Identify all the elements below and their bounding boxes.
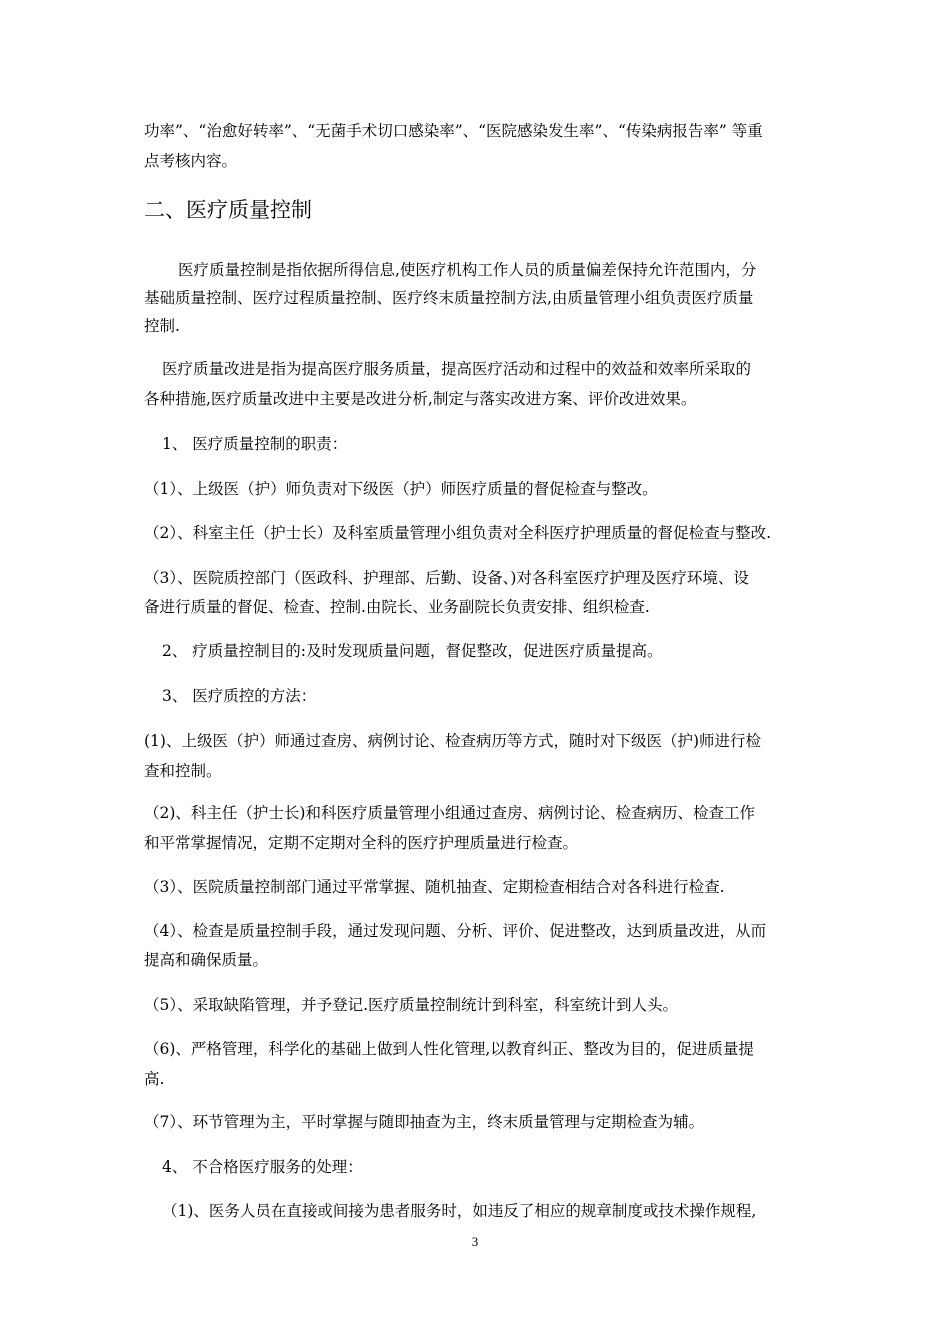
section-heading: 二、医疗质量控制 xyxy=(144,198,312,222)
list-item: (1)、上级医（护）师通过查房、病例讨论、检查病历等方式，随时对下级医（护)师进行检 xyxy=(144,732,762,750)
list-item: （1）、上级医（护）师负责对下级医（护）师医疗质量的督促检查与整改。 xyxy=(144,480,658,498)
list-item: （6)、严格管理，科学化的基础上做到人性化管理,以教育纠正、整改为目的，促进质量提 xyxy=(144,1040,754,1058)
text-line: 各种措施,医疗质量改进中主要是改进分析,制定与落实改进方案、评价改进效果。 xyxy=(144,390,697,408)
list-item: （3）、医院质量控制部门通过平常掌握、随机抽查、定期检查相结合对各科进行检查. xyxy=(144,878,725,896)
list-item: （7）、环节管理为主，平时掌握与随即抽查为主，终末质量管理与定期检查为辅。 xyxy=(144,1113,705,1131)
text-line: 点考核内容。 xyxy=(144,152,238,170)
list-item: 2、 疗质量控制目的:及时发现质量问题，督促整改，促进医疗质量提高。 xyxy=(162,642,663,660)
list-item: （1)、医务人员在直接或间接为患者服务时，如违反了相应的规章制度或技术操作规程, xyxy=(162,1202,757,1220)
text-line: 提高和确保质量。 xyxy=(144,951,269,969)
list-item: （2）、科室主任（护士长）及科室质量管理小组负责对全科医疗护理质量的督促检查与整改. xyxy=(144,524,772,542)
list-item: 1、 医疗质量控制的职责： xyxy=(162,435,348,453)
text-line: 查和控制。 xyxy=(144,762,222,780)
page-number: 3 xyxy=(471,1234,479,1249)
text-line: 高. xyxy=(144,1070,165,1088)
text-line: 医疗质量改进是指为提高医疗服务质量，提高医疗活动和过程中的效益和效率所采取的 xyxy=(162,360,752,378)
list-item: （5）、采取缺陷管理，并予登记.医疗质量控制统计到科室，科室统计到人头。 xyxy=(144,996,679,1014)
text-line: 控制. xyxy=(144,317,180,335)
list-item: （2)、科主任（护士长)和科医疗质量管理小组通过查房、病例讨论、检查病历、检查工作 xyxy=(144,804,755,822)
list-item: 3、 医疗质控的方法： xyxy=(162,687,317,705)
list-item: （3）、医院质控部门（医政科、护理部、后勤、设备、)对各科室医疗护理及医疗环境、设 xyxy=(144,569,749,587)
text-line: 备进行质量的督促、检查、控制.由院长、业务副院长负责安排、组织检查. xyxy=(144,598,650,616)
text-line: 医疗质量控制是指依据所得信息,使医疗机构工作人员的质量偏差保持允许范围内，分 xyxy=(178,261,757,279)
text-line: 功率”、“治愈好转率”、“无菌手术切口感染率”、“医院感染发生率”、“传染病报告率” 等重 xyxy=(144,122,763,140)
text-line: 和平常掌握情况，定期不定期对全科的医疗护理质量进行检查。 xyxy=(144,834,579,852)
list-item: 4、 不合格医疗服务的处理： xyxy=(162,1158,363,1176)
list-item: （4）、检查是质量控制手段，通过发现问题、分析、评价、促进整改，达到质量改进，从而 xyxy=(144,922,767,940)
text-line: 基础质量控制、医疗过程质量控制、医疗终末质量控制方法,由质量管理小组负责医疗质量 xyxy=(144,289,754,307)
